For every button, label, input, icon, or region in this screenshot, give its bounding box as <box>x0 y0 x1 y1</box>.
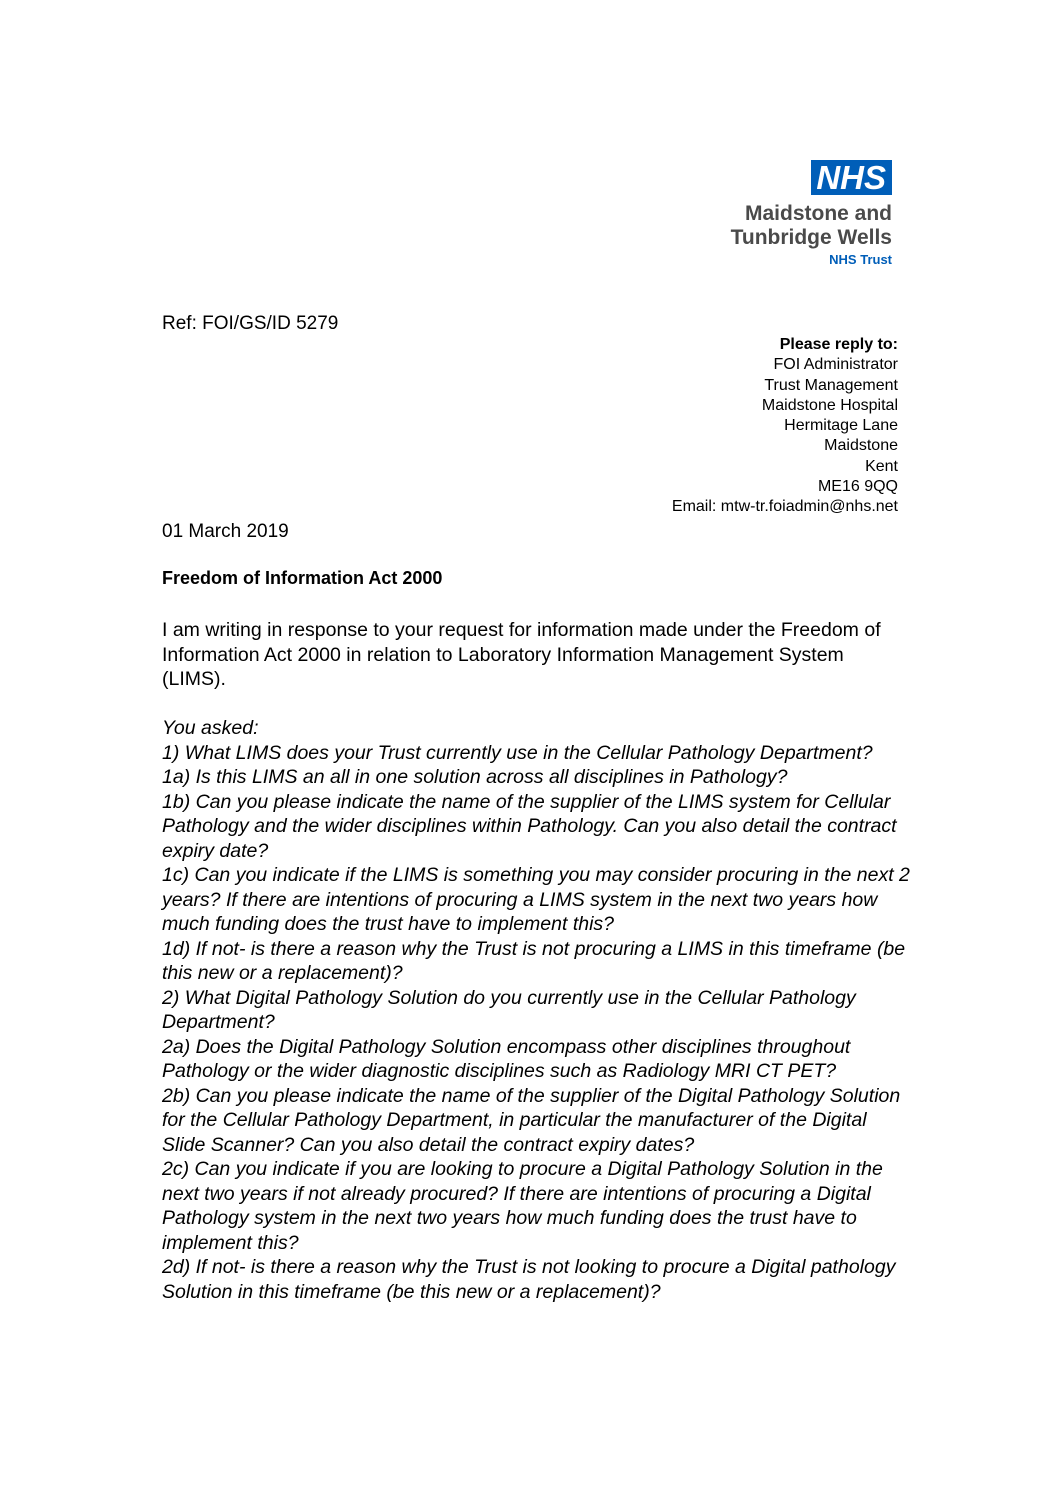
questions-label: You asked: <box>162 717 259 739</box>
act-title: Freedom of Information Act 2000 <box>162 568 443 588</box>
questions-block <box>162 716 912 1304</box>
org-name-line1: Maidstone and <box>744 202 892 225</box>
question-item: 2c) Can you indicate if you are looking to procure a Digital Pathology Solution in the next two years if not already procured? If there are intentions of procuring a Digital Pathology system in the next two years how much funding does the trust have to implement this? <box>162 1158 883 1254</box>
letter-date: 01 March 2019 <box>162 521 289 542</box>
reply-address-block <box>672 335 898 518</box>
address-line: Kent <box>865 457 898 475</box>
question-item: 2d) If not- is there a reason why the Trust is not looking to procure a Digital pathology Solution in this timeframe (be this new or a replacement)? <box>162 1256 896 1303</box>
address-line: ME16 9QQ <box>817 478 898 496</box>
address-line: FOI Administrator <box>773 356 898 374</box>
address-line: Hermitage Lane <box>784 417 898 435</box>
org-name-line3: NHS Trust <box>829 252 892 267</box>
org-name-line2: Tunbridge Wells <box>730 226 892 249</box>
nhs-trust-logo <box>731 160 892 268</box>
question-item: 2b) Can you please indicate the name of the supplier of the Digital Pathology Solution for the Cellular Pathology Department, in particular the manufacturer of the Digital Slide Scanner? Can you also detail the contract expiry dates? <box>162 1084 901 1156</box>
question-item: 1a) Is this LIMS an all in one solution across all disciplines in Pathology? <box>162 766 788 788</box>
question-item: 1) What LIMS does your Trust currently use in the Cellular Pathology Department? <box>162 741 873 764</box>
address-line: Trust Management <box>764 376 898 394</box>
intro-paragraph <box>162 618 902 692</box>
question-item: 2) What Digital Pathology Solution do you currently use in the Cellular Pathology Department? <box>162 986 856 1033</box>
nhs-logo-mark: NHS <box>811 160 892 195</box>
reply-heading: Please reply to: <box>779 336 898 353</box>
question-item: 1d) If not- is there a reason why the Trust is not procuring a LIMS in this timeframe (be this new or a replacement)? <box>162 937 906 984</box>
question-item: 2a) Does the Digital Pathology Solution encompass other disciplines throughout Pathology or the wider diagnostic disciplines such as Radiology MRI CT PET? <box>162 1035 851 1082</box>
address-line: Maidstone <box>824 437 898 455</box>
address-line: Maidstone Hospital <box>761 396 898 414</box>
question-item: 1c) Can you indicate if the LIMS is something you may consider procuring in the next 2 years? If there are intentions of procuring a LIMS system in the next two years how much funding does the trust have to implement this? <box>162 864 910 935</box>
question-item: 1b) Can you please indicate the name of the supplier of the LIMS system for Cellular Pathology and the wider disciplines within Pathology. Can you also detail the contract expiry date? <box>162 790 897 862</box>
email-line: Email: mtw-tr.foiadmin@nhs.net <box>671 498 898 516</box>
reference-number: Ref: FOI/GS/ID 5279 <box>162 313 339 334</box>
intro-text: I am writing in response to your request for information made under the Freedom of Information Act 2000 in relation to Laboratory Information Management System (LIMS). <box>162 619 881 690</box>
